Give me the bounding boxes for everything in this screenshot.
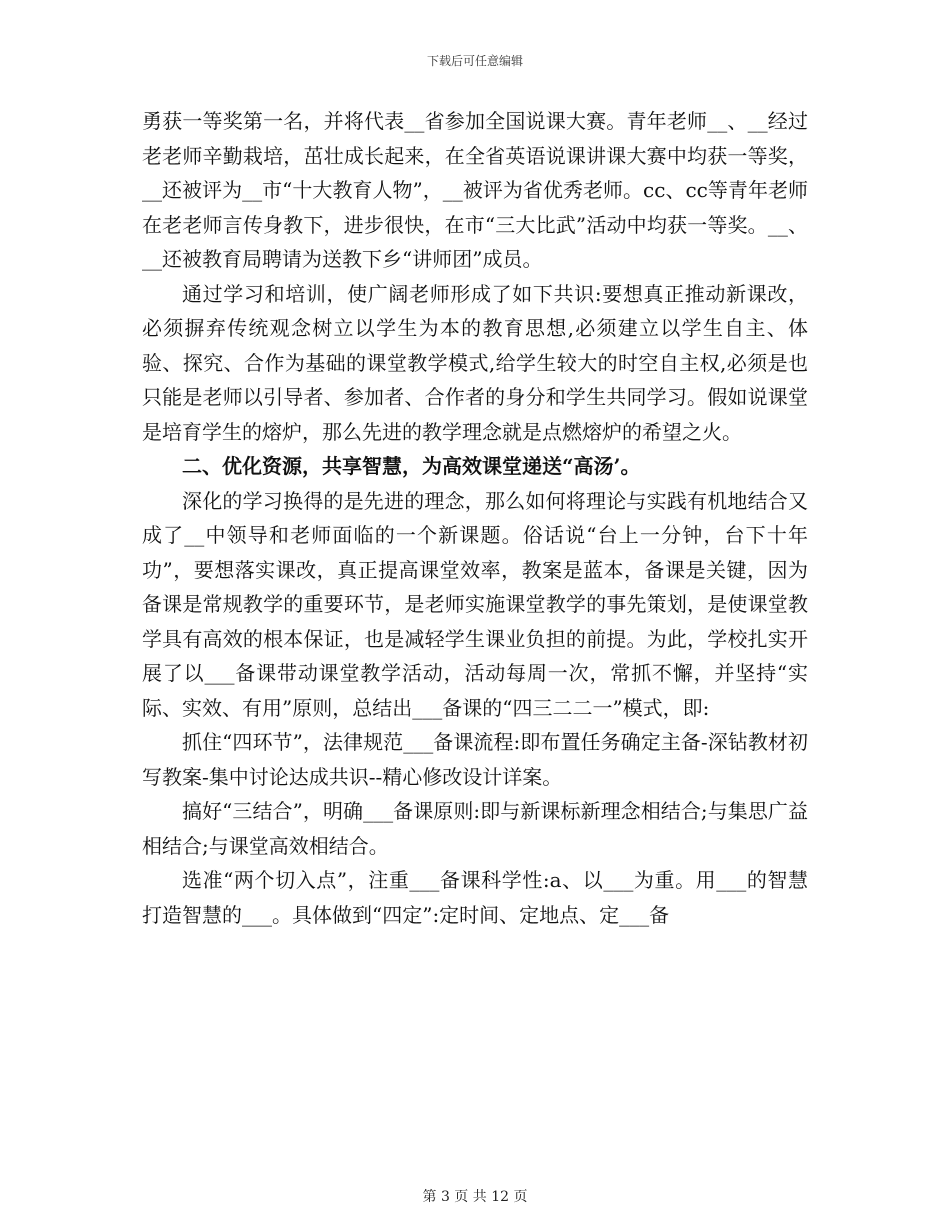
paragraph-awards: 勇获一等奖第一名，并将代表__省参加全国说课大赛。青年老师__、__经过老老师辛勤栽培，茁壮成长起来，在全省英语说课讲课大赛中均获一等奖，__还被评为__市“十大教育人物”，__被评为省优秀老师。cc、cc等青年老师在老老师言传身教下，进步很快，在市“三大比武”活动中均获一等奖。__、__还被教育局聘请为送教下乡“讲师团”成员。 <box>142 109 808 271</box>
paragraph-consensus: 通过学习和培训，使广阔老师形成了如下共识:要想真正推动新课改，必须摒弃传统观念树立以学生为本的教育思想,必须建立以学生自主、体验、探究、合作为基础的课堂教学模式,给学生较大的时空自主权,必须是也只能是老师以引导者、参加者、合作者的身分和学生共同学习。假如说课堂是培育学生的熔炉，那么先进的教学理念就是点燃熔炉的希望之火。 <box>142 281 808 444</box>
section-heading: 二、优化资源，共享智慧，为高效课堂递送“高汤’。 <box>182 454 641 478</box>
page-number-footer: 第 3 页 共 12 页 <box>422 1189 528 1205</box>
document-body <box>142 104 808 932</box>
paragraph-four-links: 抓住“四环节”，法律规范___备课流程:即布置任务确定主备-深钻教材初写教案-集中讨论达成共识--精心修改设计详案。 <box>142 730 808 789</box>
page-header-note: 下载后可任意编辑 <box>426 54 523 68</box>
paragraph-lesson-prep: 深化的学习换得的是先进的理念，那么如何将理论与实践有机地结合又成了__中领导和老师面临的一个新课题。俗话说“台上一分钟，台下十年功”，要想落实课改，真正提高课堂效率，教案是蓝本，备课是关键，因为备课是常规教学的重要环节，是老师实施课堂教学的事先策划，是使课堂教学具有高效的根本保证，也是减轻学生课业负担的前提。为此，学校扎实开展了以___备课带动课堂教学活动，活动每周一次，常抓不懈，并坚持“实际、实效、有用”原则，总结出___备课的“四三二二一”模式，即: <box>142 488 808 720</box>
paragraph-three-combinations: 搞好“三结合”，明确___备课原则:即与新课标新理念相结合;与集思广益相结合;与课堂高效相结合。 <box>142 799 808 858</box>
paragraph-two-entry-points: 选准“两个切入点”，注重___备课科学性:a、以___为重。用___的智慧打造智慧的___。具体做到“四定”:定时间、定地点、定___备 <box>142 868 808 927</box>
